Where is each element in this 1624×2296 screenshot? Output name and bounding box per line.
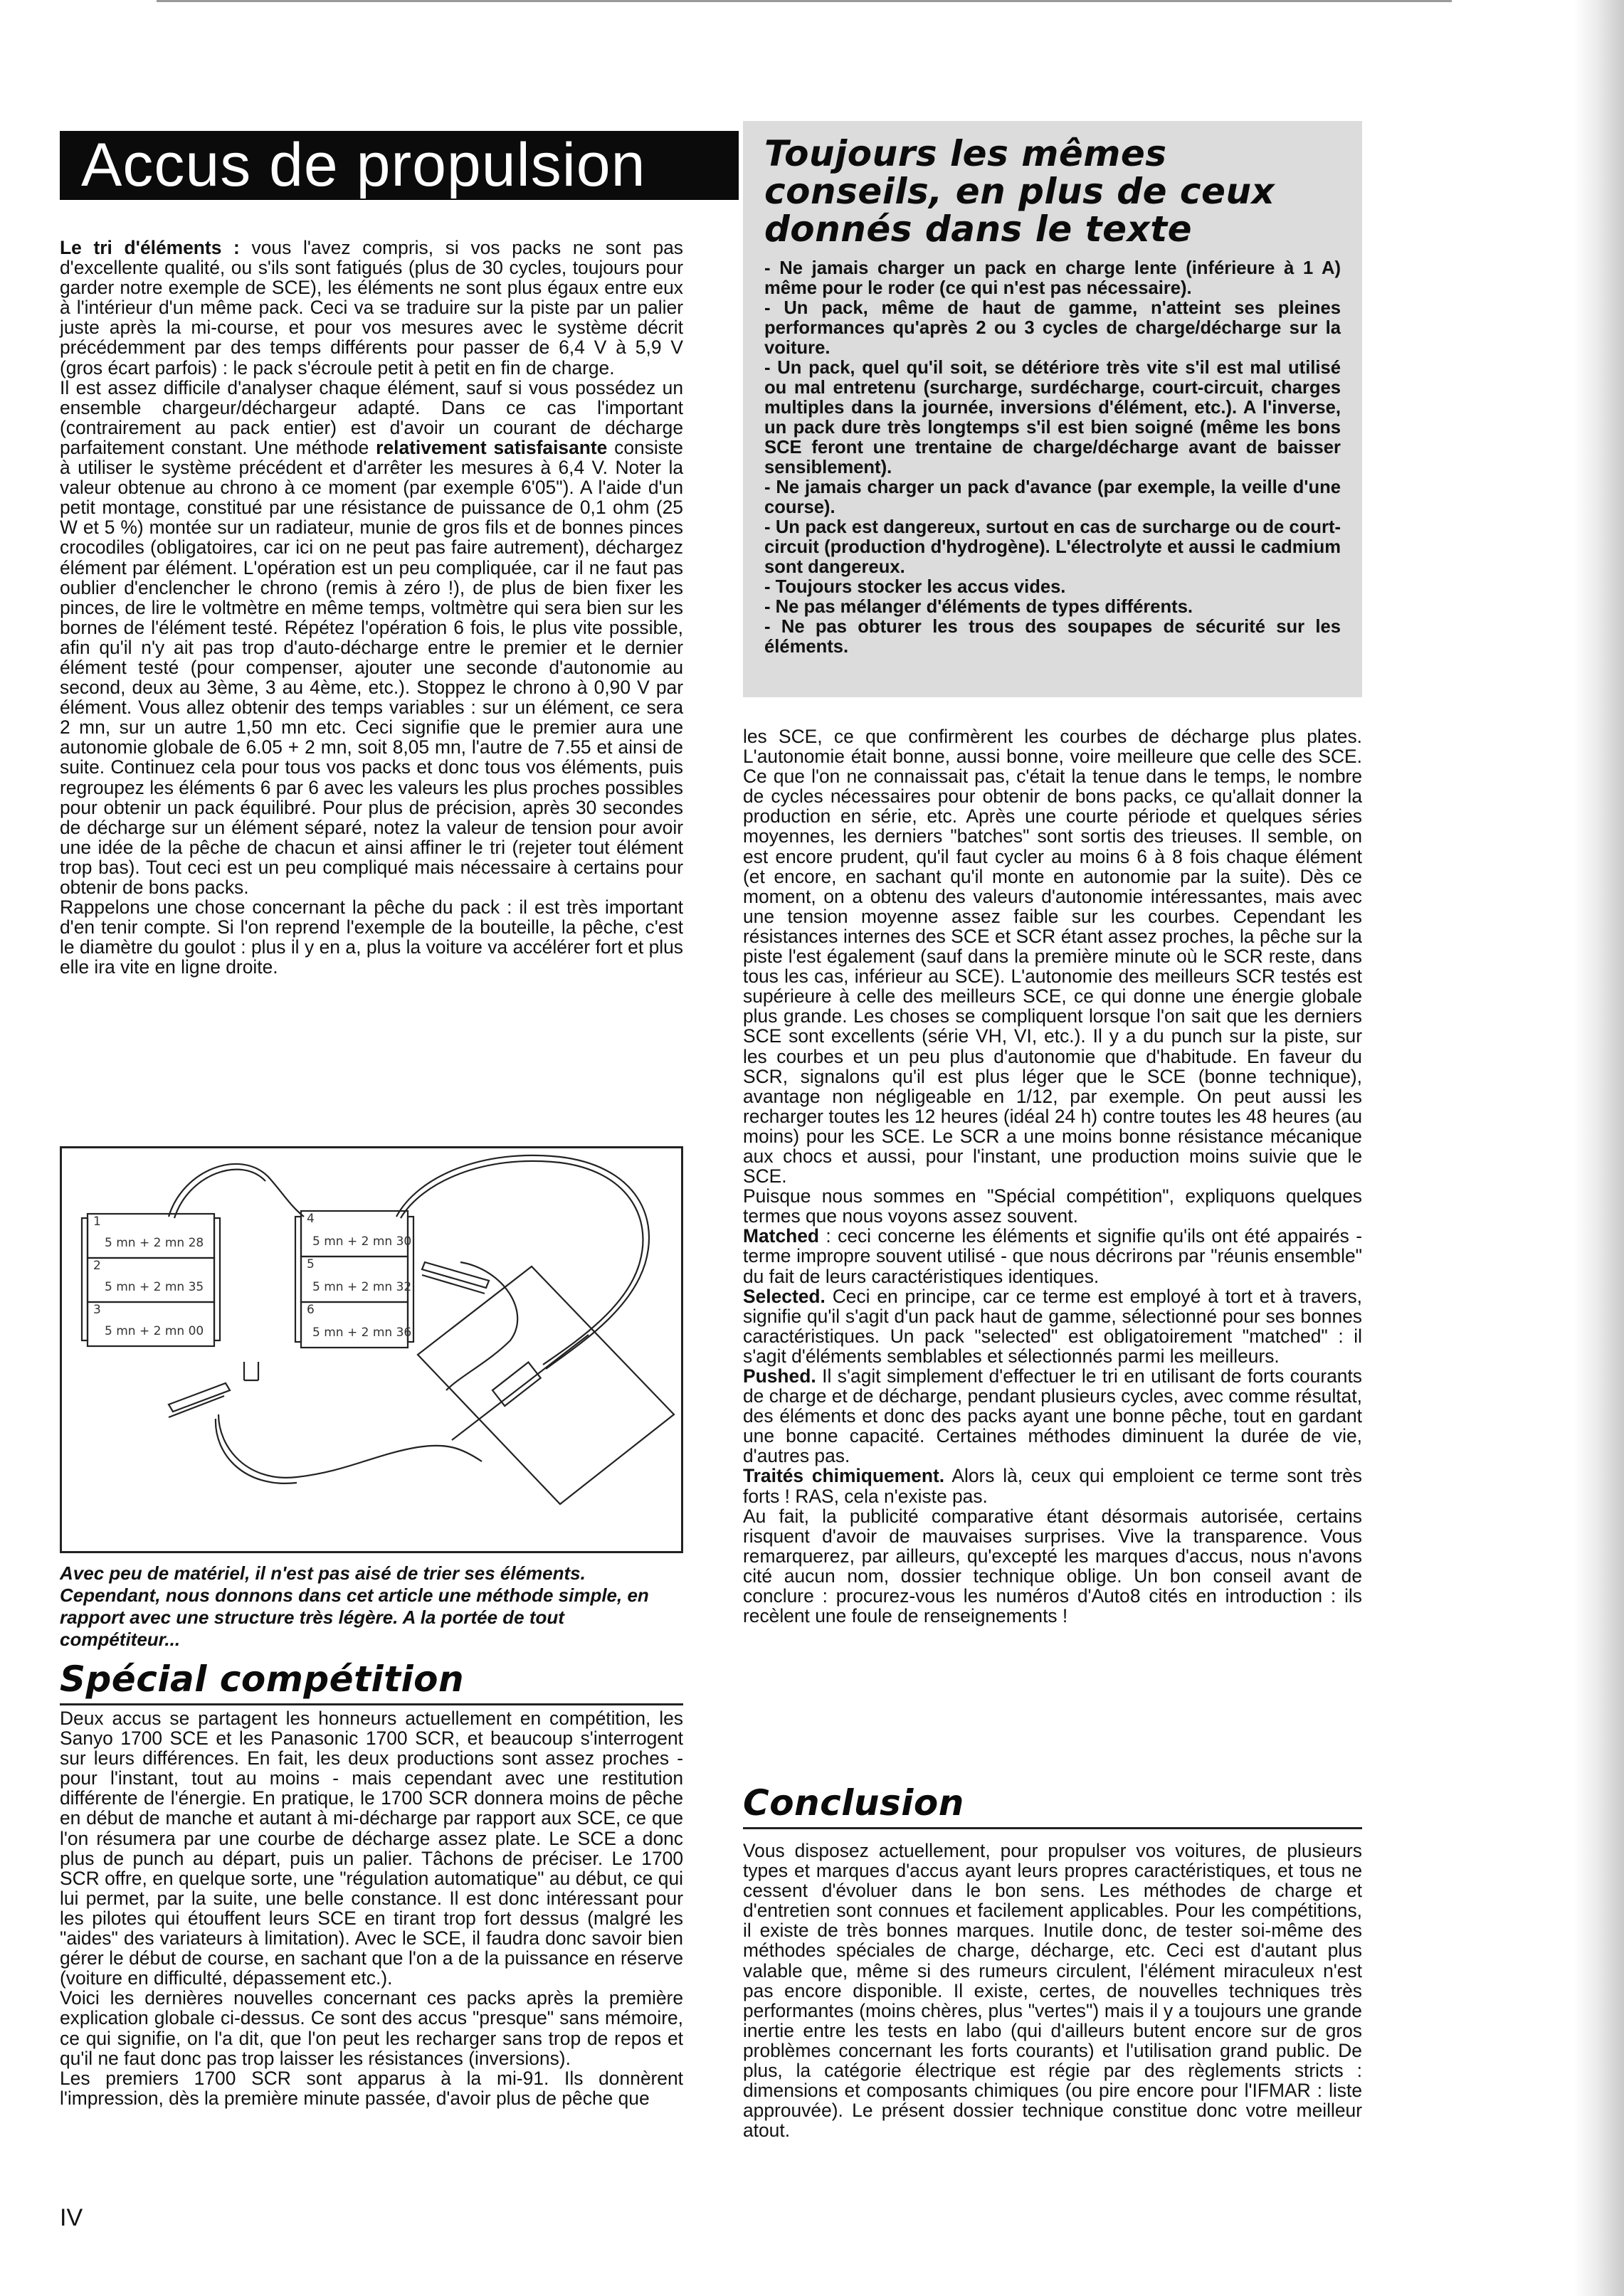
figure-caption: Avec peu de matériel, il n'est pas aisé de trier ses éléments. Cependant, nous donnons dans cet article une méthode simple, en rapport avec une structure très légère. A la portée de tout compétiteur...: [60, 1562, 649, 1650]
tri-paragraph-2: Il est assez difficile d'analyser chaque élément, sauf si vous possédez un ensemble chargeur/déchargeur adapté. Dans ce cas l'important (contrairement au pack entier) est d'avoir un courant de décharge parfaitement constant. Une méthode relativement satisfaisante consiste à utiliser le système précédent et d'arrêter les mesures à 6,4 V. Noter la valeur obtenue au chrono à ce moment (par exemple 6'05"). A l'aide d'un petit montage, constitué par une résistance de puissance de 0,1 ohm (25 W et 5 %) montée sur un radiateur, munie de gros fils et de bonnes pinces crocodiles (obligatoires, car ici on ne peut pas faire autrement), déchargez élément par élément. L'opération est un peu compliquée, car il ne faut pas oublier d'enclencher le chrono (remis à zéro !), de plus de bien fixer les pinces, de lire le voltmètre en même temps, voltmètre qui sera bien sur les bornes de l'élément testé. Répétez l'opération 6 fois, le plus vite possible, afin qu'il n'y ait pas trop d'auto-décharge entre le premier et le dernier élément testé (pour compenser, ajouter une seconde d'autonomie au second, deux au 3ème, 3 au 4ème, etc.). Stoppez le chrono à 0,90 V par élément. Vous allez obtenir des temps variables : sur un élément, ce sera 2 mn, sur un autre 1,50 mn etc. Ceci signifie que le premier aura une autonomie globale de 6.05 + 2 mn, soit 8,05 mn, l'autre de 7.55 et ainsi de suite. Continuez cela pour tous vos packs et donc tous vos éléments, puis regroupez les éléments 6 par 6 avec les valeurs les plus proches possibles pour obtenir un pack équilibré. Pour plus de précision, après 30 secondes de décharge sur un élément séparé, notez la valeur de tension pour avoir une idée de la pêche de chacun et ainsi affiner le tri (rejeter tout élément trop bas). Tout ceci est un peu compliqué mais nécessaire à certains pour obtenir de bons packs.: [60, 376, 683, 898]
tri-paragraph-3: Rappelons une chose concernant la pêche du pack : il est très important d'en tenir compte. Si l'on reprend l'exemple de la bouteille, la pêche, c'est le diamètre du goulot : plus il y en a, plus la voiture va accélérer fort et plus elle ira vite en ligne droite.: [60, 896, 683, 978]
tip-item: - Ne jamais charger un pack en charge lente (inférieure à 1 A) même pour le roder (ce qui n'est pas nécessaire).: [764, 258, 1341, 298]
special-text: [60, 1708, 683, 2108]
right-column-text: [743, 726, 1362, 1626]
tip-item: - Un pack, quel qu'il soit, se détériore très vite s'il est mal utilisé ou mal entretenu (surcharge, surdécharge, court-circuit, charges multiples dans la journée, inversions d'élément, etc.). A l'inverse, un pack dure très longtemps s'il est bien soigné (même les bons SCE feront une trentaine de charge/décharge avant de baisser sensiblement).: [764, 358, 1341, 477]
left-column-text: [60, 238, 683, 977]
selected-paragraph: Selected. Ceci en principe, car ce terme est employé à tort et à travers, signifie qu'il s'agit d'un pack haut de gamme, sélectionné pour ses bonnes caractéristiques. Un pack "selected" est obligatoirement "matched" : il s'agit d'éléments semblables et sélectionnés parmi les meilleurs.: [743, 1285, 1362, 1367]
banner-title: Accus de propulsion: [60, 131, 739, 200]
battery-test-figure: [60, 1146, 683, 1553]
special-heading: Spécial compétition: [60, 1658, 683, 1705]
cell-label: 4: [307, 1212, 315, 1226]
special-paragraph-3: Les premiers 1700 SCR sont apparus à la mi-91. Ils donnèrent l'impression, dès la première minute passée, d'avoir plus de pêche que: [60, 2067, 683, 2109]
traites-paragraph: Traités chimiquement. Alors là, ceux qui emploient ce terme sont très forts ! RAS, cela n'existe pas.: [743, 1465, 1362, 1507]
cell-label: 6: [307, 1303, 315, 1317]
right-paragraph-3: Au fait, la publicité comparative étant désormais autorisée, certains risquent d'avoir de mauvaises surprises. Vive la transparence. Vous remarquerez, par ailleurs, qu'excepté les marques d'accus, nous n'avons cité aucun nom, dossier technique oblige. Un bon conseil avant de conclure : procurez-vous les numéros d'Auto8 cités en introduction : ils recèlent une foule de renseignements !: [743, 1505, 1362, 1627]
tips-title: Toujours les mêmes conseils, en plus de ceux donnés dans le texte: [764, 133, 1275, 250]
tip-item: - Ne pas obturer les trous des soupapes de sécurité sur les éléments.: [764, 617, 1341, 657]
conclusion-section: [743, 1782, 1362, 2140]
special-paragraph-1: Deux accus se partagent les honneurs actuellement en compétition, les Sanyo 1700 SCE et les Panasonic 1700 SCR, et beaucoup s'interrogent sur leurs différences. En fait, les deux productions sont assez proches - pour l'instant, tout au moins - mais cependant avec une restitution différente de l'énergie. En pratique, le 1700 SCR donnera moins de pêche en début de manche et autant à mi-décharge par rapport aux SCE, ce que l'on résumera par une courbe de décharge assez plate. Le SCE a donc plus de punch au départ, puis un palier. Tâchons de préciser. Le 1700 SCR offre, en quelque sorte, une "régulation automatique" au début, ce qui lui permet, par la suite, une belle constance. Il est donc intéressant pour les pilotes qui étouffent leurs SCE en tirant trop fort dessus (malgré les "aides" des variateurs à limitation). Avec le SCE, il faudra donc savoir bien gérer le début de course, en sachant que l'on a de la puissance en réserve (voiture en difficulté, dépassement etc.).: [60, 1708, 683, 1989]
tip-item: - Toujours stocker les accus vides.: [764, 577, 1066, 597]
special-section: [60, 1658, 683, 2108]
cell-note: 5 mn + 2 mn 35: [105, 1280, 204, 1294]
cell-note: 5 mn + 2 mn 28: [105, 1236, 204, 1250]
tips-box: [743, 121, 1362, 697]
battery-cell-6: [301, 1302, 408, 1348]
page-edge-shadow: [1574, 0, 1624, 2296]
cell-label: 1: [93, 1215, 101, 1229]
conclusion-heading: Conclusion: [743, 1782, 1362, 1829]
matched-paragraph: Matched : ceci concerne les éléments et signifie qu'ils ont été appairés - terme impropre souvent utilisé - que nous décrirons par "réunis ensemble" du fait de leurs caractéristiques identiques.: [743, 1225, 1362, 1287]
right-paragraph-2: Puisque nous sommes en "Spécial compétition", expliquons quelques termes que nous voyons assez souvent.: [743, 1185, 1362, 1227]
battery-cell-4: [301, 1211, 408, 1257]
cell-note: 5 mn + 2 mn 36: [312, 1326, 412, 1340]
cell-note: 5 mn + 2 mn 30: [312, 1234, 412, 1249]
conclusion-text: [743, 1841, 1362, 2140]
tip-item: - Ne jamais charger un pack d'avance (par exemple, la veille d'une course).: [764, 477, 1341, 517]
page-number: IV: [60, 2204, 83, 2231]
cell-note: 5 mn + 2 mn 32: [312, 1280, 412, 1294]
tri-lead: Le tri d'éléments :: [60, 237, 240, 258]
cell-note: 5 mn + 2 mn 00: [105, 1324, 204, 1338]
tip-item: - Un pack, même de haut de gamme, n'atteint ses pleines performances qu'après 2 ou 3 cycles de charge/décharge sur la voiture.: [764, 298, 1341, 358]
top-rule: [157, 0, 1452, 2]
battery-diagram: [62, 1148, 681, 1551]
cell-label: 3: [93, 1303, 101, 1317]
conclusion-paragraph: Vous disposez actuellement, pour propulser vos voitures, de plusieurs types et marques d'accus ayant leurs propres caractéristiques, et tous ne cessent d'évoluer dans le bon sens. Les méthodes de charge et d'entretien sont connues et facilement applicables. Pour les compétitions, il existe de très bonnes marques. Inutile donc, de tester soi-même des méthodes spéciales de charge, décharge, etc. Ceci est d'autant plus valable que, même si des rumeurs circulent, l'élément miraculeux n'est pas encore disponible. Il existe, certes, de nouvelles techniques très performantes (moins chères, plus "vertes") mais il y a toujours une grande inertie entre les tests en labo (qui d'ailleurs butent encore sur de gros problèmes concernant les forts courants) et l'utilisation grand public. De plus, la catégorie électrique est régie par des règlements stricts : dimensions et composants chimiques (ou pire encore pour l'IFMAR : liste approuvée). Le présent dossier technique constitue donc votre meilleur atout.: [743, 1840, 1362, 2142]
tip-item: - Un pack est dangereux, surtout en cas de surcharge ou de court-circuit (production d'hydrogène). L'électrolyte et aussi le cadmium sont dangereux.: [764, 517, 1341, 577]
tri-paragraph-1: Le tri d'éléments : vous l'avez compris, si vos packs ne sont pas d'excellente qualité, ou s'ils sont fatigués (plus de 30 cycles, toujours pour garder notre exemple de SCE), les éléments ne sont plus égaux entre eux à l'intérieur d'un même pack. Ceci va se traduire sur la piste par un palier juste après la mi-course, et pour vos mesures avec le système décrit précédemment par des temps différents pour passer de 6,4 V à 5,9 V (gros écart parfois) : le pack s'écroule petit à petit en fin de charge.: [60, 237, 683, 379]
special-paragraph-2: Voici les dernières nouvelles concernant ces packs après la première explication globale ci-dessus. Ce sont des accus "presque" sans mémoire, ce qui signifie, on l'a dit, que l'on peut les recharger sans trop de repos et qu'il ne faut donc pas trop laisser les résistances (inversions).: [60, 1987, 683, 2069]
cell-label: 5: [307, 1257, 315, 1271]
pushed-paragraph: Pushed. Il s'agit simplement d'effectuer le tri en utilisant de forts courants de charge et de décharge, pendant plusieurs cycles, avec comme résultat, des éléments et donc des packs ayant une bonne pêche, tout en gardant une bonne capacité. Certaines méthodes diminuent la durée de vie, d'autres pas.: [743, 1365, 1362, 1467]
tip-item: - Ne pas mélanger d'éléments de types différents.: [764, 597, 1193, 617]
tips-list: [764, 258, 1341, 657]
right-paragraph-1: les SCE, ce que confirmèrent les courbes de décharge plus plates. L'autonomie était bonne, aussi bonne, voire meilleure que celle des SCE. Ce que l'on ne connaissait pas, c'était la tenue dans le temps, le nombre de cycles nécessaires pour obtenir de bons packs, ce qu'allait donner la production en série, etc. Après une courte période et quelques séries moyennes, les derniers "batches" sont sortis des trieuses. Il semble, on est encore prudent, qu'il faut cycler au moins 6 à 8 fois chaque élément (et encore, en sachant qu'il monte en autonomie par la suite). Dès ce moment, on a obtenu des valeurs d'autonomie intéressantes, mais avec une tension moyenne assez faible sur les courbes. Cependant les résistances internes des SCE et SCR étant assez proches, la pêche sur la piste l'est également (sauf dans la première minute où le SCR reste, dans tous les cas, inférieur au SCE). L'autonomie des meilleurs SCR testés est supérieure à celle des meilleurs SCE, ce qui donne une énergie globale plus grande. Les choses se compliquent lorsque l'on sait que les derniers SCE sont excellents (série VH, VI, etc.). Il y a du punch sur la piste, sur les courbes et un peu plus d'autonomie que d'habitude. En faveur du SCR, signalons qu'il est plus léger que le SCE (bonne technique), avantage non négligeable en 1/12, par exemple. On peut aussi les recharger toutes les 12 heures (idéal 24 h) contre toutes les 48 heures (au moins) pour les SCE. Le SCR a une moins bonne résistance mécanique aux chocs et aussi, pour l'instant, une production moins suivie que le SCE.: [743, 726, 1362, 1187]
battery-cell-5: [301, 1257, 408, 1302]
cell-label: 2: [93, 1259, 101, 1273]
